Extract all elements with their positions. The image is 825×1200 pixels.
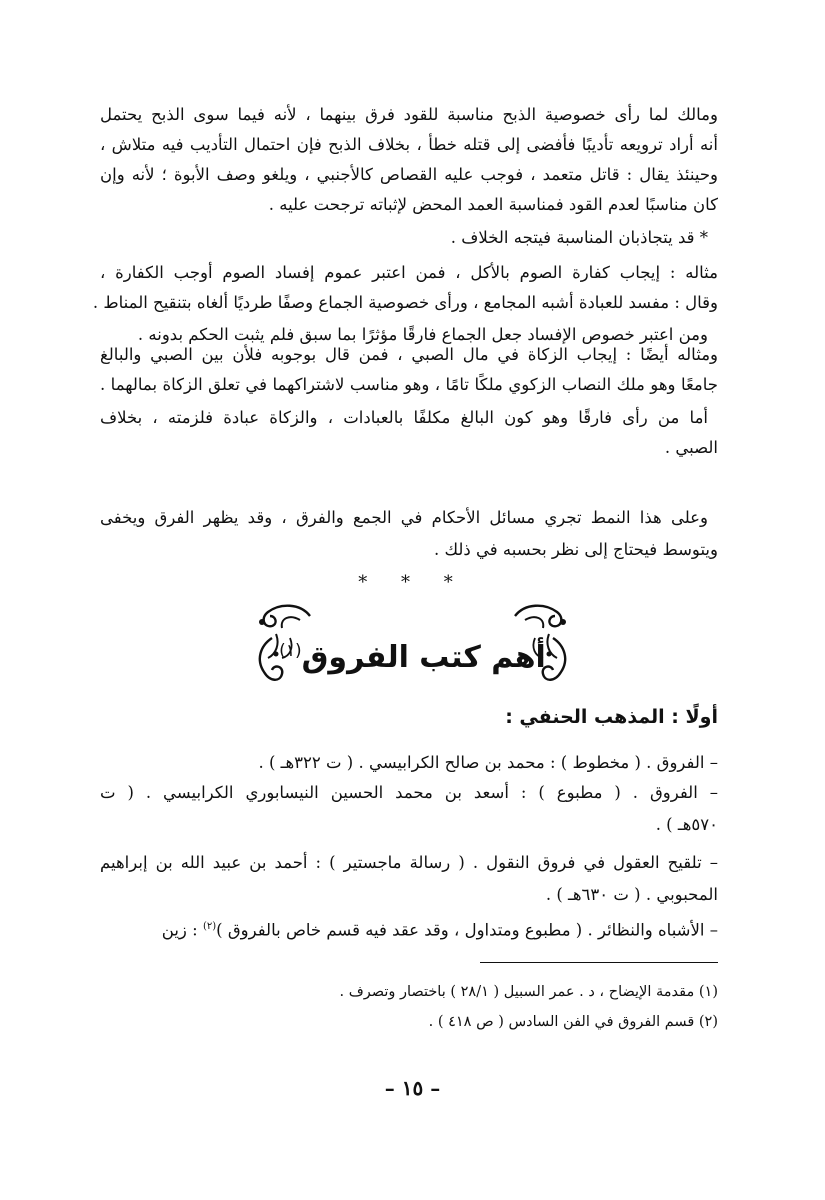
footnote: (٢) قسم الفروق في الفن السادس ( ص ٤١٨ ) . [428,1014,718,1030]
body-line: ويتوسط فيحتاج إلى نظر بحسبه في ذلك . [434,540,718,559]
body-line: الصبي . [664,438,718,457]
page-number: – ١٥ – [384,1076,441,1100]
list-item-continuation: المحبوبي . ( ت ٦٣٠هـ ) . [545,885,718,904]
body-line: * قد يتجاذبان المناسبة فيتجه الخلاف . [450,228,708,247]
body-line: أما من رأى فارقًا وهو كون البالغ مكلفًا بالعبادات ، والزكاة عبادة فلزمته ، بخلاف [100,408,708,427]
footnote-divider [480,962,718,963]
body-line: أنه أراد ترويعه تأديبًا فأفضى إلى قتله خطأ ، بخلاف الذبح فإن احتمال التأديب فيه متلاش ، [100,135,718,154]
heading-note-ref: (١) [279,641,302,661]
list-item [162,912,718,942]
list-item-text: : زين [161,920,198,940]
list-item: – الفروق . ( مخطوط ) : محمد بن صالح الكرابيسي . ( ت ٣٢٢هـ ) . [258,753,718,772]
heading-title-text: أهم كتب الفروق [301,640,546,675]
list-item-text: – الأشباه والنظائر . ( مطبوع ومتداول ، وقد عقد فيه قسم خاص بالفروق ) [216,920,718,940]
body-line: مثاله : إيجاب كفارة الصوم بالأكل ، فمن اعتبر عموم إفساد الصوم أوجب الكفارة ، [100,263,718,282]
body-line: وعلى هذا النمط تجري مسائل الأحكام في الجمع والفرق ، وقد يظهر الفرق ويخفى [100,508,708,527]
body-line: كان مناسبًا لعدم القود فمناسبة العمد المحض لإثباته ترجحت عليه . [268,195,718,214]
section-subtitle-block [100,700,718,736]
list-item: – تلقيح العقول في فروق النقول . ( رسالة ماجستير ) : أحمد بن عبيد الله بن إبراهيم [100,853,718,872]
book-list [100,748,718,948]
body-line: وقال : مفسد للعبادة أشبه المجامع ، ورأى خصوصية الجماع وصفًا طرديًا ألغاه بتنقيح المناط . [92,293,718,312]
body-text [92,95,718,375]
body-text-2 [100,335,718,575]
body-line: ومثاله أيضًا : إيجاب الزكاة في مال الصبي ، فمن قال بوجوبه فلأن بين الصبي والبالغ [100,345,718,364]
section-subtitle: أولًا : المذهب الحنفي : [505,706,718,728]
footnote: (١) مقدمة الإيضاح ، د . عمر السبيل ( ٢٨/١ ) باختصار وتصرف . [339,984,718,1000]
list-item-continuation: ٥٧٠هـ ) . [655,815,718,834]
body-line: جامعًا وهو ملك النصاب الزكوي ملكًا تامًا ، وهو مناسب لاشتراكهما في تعلق الزكاة بمالهما . [100,375,718,394]
footnote-ref: (٢) [202,921,217,932]
heading-title [250,628,575,681]
section-heading [250,598,575,690]
body-line: ومالك لما رأى خصوصية الذبح مناسبة للقود فرق بينهما ، لأنه فيما سوى الذبح يحتمل [100,105,718,124]
body-line: وحينئذ يقال : قاتل متعمد ، فوجب عليه القصاص كالأجنبي ، ويلغو وصف الأبوة ؛ لأنه وإن [100,165,718,184]
separator-stars: * * * [358,572,467,593]
body-line: ومن اعتبر خصوص الإفساد جعل الجماع فارقًا مؤثرًا بما سبق فلم يثبت الحكم بدونه . [137,325,708,344]
list-item: – الفروق . ( مطبوع ) : أسعد بن محمد الحسين النيسابوري الكرابيسي . ( ت [100,783,718,802]
